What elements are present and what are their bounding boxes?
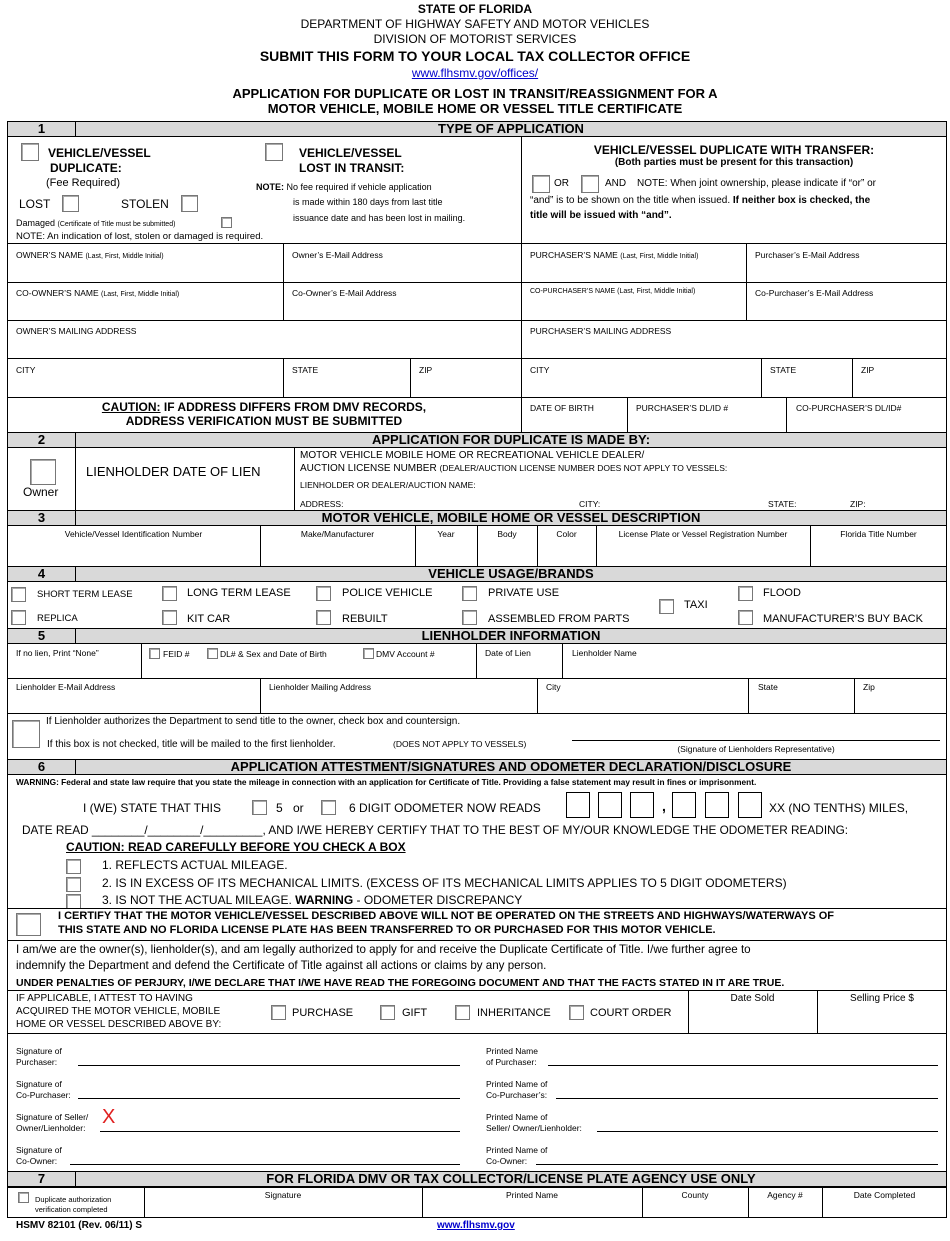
section-1-header <box>7 121 947 137</box>
printed-purchaser-label: Printed Name of Purchaser: <box>486 1046 538 1067</box>
fee-required: (Fee Required) <box>46 177 120 189</box>
transit-label-2: LOST IN TRANSIT: <box>299 161 405 175</box>
lost-label: LOST <box>19 197 51 211</box>
lienholder-authorize-checkbox[interactable] <box>12 720 40 748</box>
section-number: 4 <box>8 567 76 581</box>
transit-note-2: is made within 180 days from last title <box>293 197 443 207</box>
lienholder-address-label: Lienholder Mailing Address <box>269 682 372 692</box>
or-checkbox[interactable] <box>532 175 550 193</box>
option-1-text: 1. REFLECTS ACTUAL MILEAGE. <box>102 858 288 872</box>
short-lease-label: SHORT TERM LEASE <box>37 589 133 600</box>
purchaser-name-label: PURCHASER’S NAME (Last, First, Middle Initial) <box>530 250 699 260</box>
coowner-signature-line[interactable] <box>70 1164 460 1165</box>
form-division: DIVISION OF MOTORIST SERVICES <box>373 32 577 46</box>
state-that-label: I (WE) STATE THAT THIS <box>83 801 222 815</box>
seller-printed-line[interactable] <box>597 1131 938 1132</box>
duplicate-label-1: VEHICLE/VESSEL <box>48 146 151 160</box>
owner-city-label: CITY <box>16 365 36 375</box>
private-label: PRIVATE USE <box>488 587 560 599</box>
lienholder-zip-label: Zip <box>863 682 875 692</box>
six-label: 6 DIGIT ODOMETER NOW READS <box>349 801 541 815</box>
coowner-printed-line[interactable] <box>536 1164 938 1165</box>
section-title: VEHICLE USAGE/BRANDS <box>428 566 594 581</box>
section-7-header <box>7 1171 947 1187</box>
damaged-checkbox[interactable] <box>221 217 232 228</box>
form-dept: DEPARTMENT OF HIGHWAY SAFETY AND MOTOR VEHICLES <box>300 17 650 31</box>
flood-label: FLOOD <box>763 587 801 599</box>
copurchaser-name-label: CO-PURCHASER’S NAME (Last, First, Middle Initial) <box>530 288 696 295</box>
authorize-text: If Lienholder authorizes the Department to send title to the owner, check box and countersign. <box>46 716 461 727</box>
dmv-account-label: DMV Account # <box>376 649 435 659</box>
lienholder-state-label: State <box>758 682 778 692</box>
printed-copurchaser-label: Printed Name of Co-Purchaser’s: <box>486 1079 548 1100</box>
selling-price-label: Selling Price $ <box>850 993 914 1004</box>
long-lease-label: LONG TERM LEASE <box>187 587 291 599</box>
court-order-label: COURT ORDER <box>590 1007 672 1019</box>
lost-in-transit-checkbox[interactable] <box>265 143 283 161</box>
dealer-label-1: MOTOR VEHICLE MOBILE HOME OR RECREATIONAL VEHICLE DEALER/ <box>300 450 645 461</box>
printed-coowner-label: Printed Name of Co-Owner: <box>486 1145 548 1166</box>
date-sold-label: Date Sold <box>730 993 775 1004</box>
purchaser-zip-label: ZIP <box>861 365 875 375</box>
owner-made-by-label: Owner <box>23 485 59 499</box>
section-2-header <box>7 432 947 448</box>
sig-copurchaser-label: Signature of Co-Purchaser: <box>16 1079 71 1100</box>
purchaser-state-label: STATE <box>770 365 797 375</box>
private-checkbox[interactable] <box>462 586 477 601</box>
taxi-label: TAXI <box>684 599 708 611</box>
owners-text-2: indemnify the Department and defend the Certificate of Title against all actions or claims by any person. <box>16 959 547 972</box>
section-number: 1 <box>8 122 76 136</box>
joint-note-1: NOTE: When joint ownership, please indicate if “or” or <box>637 178 876 189</box>
odometer-warning: WARNING: Federal and state law require that you state the mileage in connection with an application for Certificate of Title. Providing a false statement may result in fines or imprisonment. <box>16 777 757 787</box>
make-label: Make/Manufacturer <box>300 529 375 539</box>
actual-mileage-checkbox[interactable] <box>66 859 81 874</box>
copurchaser-email-label: Co-Purchaser’s E-Mail Address <box>755 288 874 298</box>
assembled-checkbox[interactable] <box>462 610 477 625</box>
transit-note-3: issuance date and has been lost in mailing. <box>293 213 466 223</box>
section-number: 3 <box>8 511 76 525</box>
section-title: FOR FLORIDA DMV OR TAX COLLECTOR/LICENSE PLATE AGENCY USE ONLY <box>266 1171 756 1186</box>
sig-seller-label: Signature of Seller/ Owner/Lienholder: <box>16 1112 89 1133</box>
dup-auth-label: Duplicate authorization verification completed <box>35 1195 112 1214</box>
agency-signature-label: Signature <box>264 1190 302 1200</box>
seller-x-mark: X <box>102 1106 116 1128</box>
section-title: LIENHOLDER INFORMATION <box>421 628 601 643</box>
section-title: TYPE OF APPLICATION <box>438 121 584 136</box>
owner-state-label: STATE <box>292 365 319 375</box>
purchaser-city-label: CITY <box>530 365 550 375</box>
section-6-header <box>7 759 947 775</box>
purchaser-signature-line[interactable] <box>78 1065 460 1066</box>
owner-name-label: OWNER’S NAME (Last, First, Middle Initial) <box>16 250 164 260</box>
duplicate-checkbox[interactable] <box>21 143 39 161</box>
lienholder-signature-caption: (Signature of Lienholders Representative) <box>677 744 835 754</box>
body-label: Body <box>497 529 517 539</box>
dl-label: DL# & Sex and Date of Birth <box>220 649 327 659</box>
footer-link[interactable]: www.flhsmv.gov <box>437 1220 515 1231</box>
copurchaser-signature-line[interactable] <box>78 1098 460 1099</box>
buyback-label: MANUFACTURER’S BUY BACK <box>763 613 923 625</box>
section-number: 5 <box>8 629 76 643</box>
dob-label: DATE OF BIRTH <box>530 403 594 413</box>
purchaser-address-label: PURCHASER’S MAILING ADDRESS <box>530 326 672 336</box>
long-lease-checkbox[interactable] <box>162 586 177 601</box>
excess-limits-checkbox[interactable] <box>66 877 81 892</box>
form-submit-instruction: SUBMIT THIS FORM TO YOUR LOCAL TAX COLLECTOR OFFICE <box>259 48 691 64</box>
year-label: Year <box>437 529 455 539</box>
and-label: AND <box>605 178 627 189</box>
duplicate-label-2: DUPLICATE: <box>50 161 122 175</box>
caution-read: CAUTION: READ CAREFULLY BEFORE YOU CHECK A BOX <box>66 840 406 854</box>
attest-1: IF APPLICABLE, I ATTEST TO HAVING <box>16 993 193 1004</box>
odometer-digit-4[interactable] <box>672 792 696 818</box>
inheritance-checkbox[interactable] <box>455 1005 470 1020</box>
not-vessels-text: (DOES NOT APPLY TO VESSELS) <box>393 739 527 749</box>
not-checked-text: If this box is not checked, title will be mailed to the first lienholder. <box>47 739 336 750</box>
court-order-checkbox[interactable] <box>569 1005 584 1020</box>
purchaser-dl-label: PURCHASER’S DL/ID # <box>636 403 729 413</box>
section-3-header <box>7 510 947 526</box>
or-label: OR <box>554 178 569 189</box>
owners-text-1: I am/we are the owner(s), lienholder(s), and am legally authorized to apply for and receive the Duplicate Certificate of Title. I/we further agree to <box>16 943 751 956</box>
transit-label-1: VEHICLE/VESSEL <box>299 146 402 160</box>
odometer-digit-3[interactable] <box>630 792 654 818</box>
date-read-text: DATE READ ________/________/_________, AND I/WE HEREBY CERTIFY THAT TO THE BEST OF MY/OUR KNOWLEDGE THE ODOMETER READING: <box>22 823 849 837</box>
owner-email-label: Owner’s E-Mail Address <box>292 250 383 260</box>
s2-address-label: ADDRESS: <box>300 499 344 509</box>
sig-purchaser-label: Signature of Purchaser: <box>16 1046 62 1067</box>
xx-miles-label: XX (NO TENTHS) MILES, <box>769 801 909 815</box>
stolen-checkbox[interactable] <box>181 195 198 212</box>
police-label: POLICE VEHICLE <box>342 587 433 599</box>
lienholder-dealer-name-label: LIENHOLDER OR DEALER/AUCTION NAME: <box>300 480 476 490</box>
rebuilt-label: REBUILT <box>342 613 388 625</box>
date-completed-label: Date Completed <box>853 1190 916 1200</box>
title-number-label: Florida Title Number <box>840 529 917 539</box>
transfer-title: VEHICLE/VESSEL DUPLICATE WITH TRANSFER: <box>593 143 875 157</box>
lost-checkbox[interactable] <box>62 195 79 212</box>
assembled-label: ASSEMBLED FROM PARTS <box>488 613 630 625</box>
feid-checkbox[interactable] <box>149 648 160 659</box>
odometer-digit-2[interactable] <box>598 792 622 818</box>
not-actual-checkbox[interactable] <box>66 894 81 909</box>
section-5-header <box>7 628 947 644</box>
short-lease-checkbox[interactable] <box>11 587 26 602</box>
lienholder-city-label: City <box>546 682 561 692</box>
damaged-label: Damaged (Certificate of Title must be submitted) <box>16 218 176 228</box>
dl-checkbox[interactable] <box>207 648 218 659</box>
section-4-header <box>7 566 947 582</box>
certify-line-1: I CERTIFY THAT THE MOTOR VEHICLE/VESSEL DESCRIBED ABOVE WILL NOT BE OPERATED ON THE STREETS AND HIGHWAYS/WATERWAYS OF <box>58 910 834 922</box>
buyback-checkbox[interactable] <box>738 610 753 625</box>
lienholder-date-label: LIENHOLDER DATE OF LIEN <box>86 464 261 479</box>
not-operated-checkbox[interactable] <box>16 913 41 936</box>
taxi-checkbox[interactable] <box>659 599 674 614</box>
dmv-account-checkbox[interactable] <box>363 648 374 659</box>
kit-car-label: KIT CAR <box>187 613 231 625</box>
lienholder-signature-line[interactable] <box>572 740 940 741</box>
police-checkbox[interactable] <box>316 586 331 601</box>
address-caution-2: ADDRESS VERIFICATION MUST BE SUBMITTED <box>125 414 403 428</box>
lienholder-email-label: Lienholder E-Mail Address <box>16 682 116 692</box>
kit-car-checkbox[interactable] <box>162 610 177 625</box>
s2-zip-label: ZIP: <box>850 499 866 509</box>
copurchaser-dl-label: CO-PURCHASER’S DL/ID# <box>796 403 902 413</box>
date-of-lien-label: Date of Lien <box>485 648 531 658</box>
attest-3: HOME OR VESSEL DESCRIBED ABOVE BY: <box>16 1019 222 1030</box>
owner-address-label: OWNER’S MAILING ADDRESS <box>16 326 137 336</box>
note-required: NOTE: An indication of lost, stolen or damaged is required. <box>16 231 264 242</box>
perjury-text: UNDER PENALTIES OF PERJURY, I/WE DECLARE THAT I/WE HAVE READ THE FOREGOING DOCUMENT AND THAT THE FACTS STATED IN IT ARE TRUE. <box>16 977 785 989</box>
and-checkbox[interactable] <box>581 175 599 193</box>
option-3-text: 3. IS NOT THE ACTUAL MILEAGE. WARNING - ODOMETER DISCREPANCY <box>102 893 523 907</box>
plate-label: License Plate or Vessel Registration Number <box>618 529 788 539</box>
owner-made-by-checkbox[interactable] <box>30 459 56 485</box>
gift-label: GIFT <box>402 1007 428 1019</box>
odometer-digit-5[interactable] <box>705 792 729 818</box>
county-label: County <box>681 1190 709 1200</box>
form-title-line1: APPLICATION FOR DUPLICATE OR LOST IN TRANSIT/REASSIGNMENT FOR A <box>232 86 718 101</box>
transit-note-1: NOTE: No fee required if vehicle application <box>256 182 432 192</box>
inheritance-label: INHERITANCE <box>477 1007 551 1019</box>
form-state: STATE OF FLORIDA <box>417 2 533 16</box>
owner-zip-label: ZIP <box>419 365 433 375</box>
replica-label: REPLICA <box>37 613 78 624</box>
lienholder-name-label: Lienholder Name <box>572 648 637 658</box>
certify-line-2: THIS STATE AND NO FLORIDA LICENSE PLATE HAS BEEN TRANSFERRED TO OR PURCHASED FOR THIS MOTOR VEHICLE. <box>58 924 716 936</box>
section-number: 6 <box>8 760 76 774</box>
joint-note-3: title will be issued with “and”. <box>530 210 672 221</box>
agency-printed-label: Printed Name <box>506 1190 558 1200</box>
odometer-comma: , <box>662 798 666 814</box>
odometer-digit-1[interactable] <box>566 792 590 818</box>
address-caution: CAUTION: IF ADDRESS DIFFERS FROM DMV RECORDS, <box>101 400 427 414</box>
transfer-subtitle: (Both parties must be present for this transaction) <box>614 157 854 168</box>
form-title-line2: MOTOR VEHICLE, MOBILE HOME OR VESSEL TITLE CERTIFICATE <box>267 101 683 116</box>
purchase-label: PURCHASE <box>292 1007 354 1019</box>
purchaser-printed-line[interactable] <box>548 1065 938 1066</box>
replica-checkbox[interactable] <box>11 610 26 625</box>
section-title: MOTOR VEHICLE, MOBILE HOME OR VESSEL DESCRIPTION <box>321 510 701 525</box>
s2-state-label: STATE: <box>768 499 797 509</box>
option-2-text: 2. IS IN EXCESS OF ITS MECHANICAL LIMITS. (EXCESS OF ITS MECHANICAL LIMITS APPLIES TO 5 DIGIT ODOMETERS) <box>102 876 787 890</box>
offices-link[interactable]: www.flhsmv.gov/offices/ <box>411 66 539 80</box>
attest-2: ACQUIRED THE MOTOR VEHICLE, MOBILE <box>16 1006 221 1017</box>
feid-label: FEID # <box>163 649 190 659</box>
sig-coowner-label: Signature of Co-Owner: <box>16 1145 62 1166</box>
coowner-email-label: Co-Owner’s E-Mail Address <box>292 288 397 298</box>
coowner-name-label: CO-OWNER’S NAME (Last, First, Middle Initial) <box>16 288 180 298</box>
six-digit-checkbox[interactable] <box>321 800 336 815</box>
gift-checkbox[interactable] <box>380 1005 395 1020</box>
joint-note-2: “and” is to be shown on the title when issued. If neither box is checked, the <box>530 195 871 206</box>
dealer-label-2: AUCTION LICENSE NUMBER (DEALER/AUCTION LICENSE NUMBER DOES NOT APPLY TO VESSELS: <box>300 463 728 474</box>
purchaser-email-label: Purchaser’s E-Mail Address <box>755 250 860 260</box>
purchase-checkbox[interactable] <box>271 1005 286 1020</box>
seller-signature-line[interactable] <box>100 1131 460 1132</box>
printed-seller-label: Printed Name of Seller/ Owner/Lienholder: <box>486 1112 582 1133</box>
flood-checkbox[interactable] <box>738 586 753 601</box>
no-lien-label: If no lien, Print “None” <box>16 648 99 658</box>
dup-auth-checkbox[interactable] <box>18 1192 29 1203</box>
or-odometer-label: or <box>293 801 304 815</box>
form-number: HSMV 82101 (Rev. 06/11) S <box>16 1220 142 1231</box>
s2-city-label: CITY: <box>579 499 601 509</box>
stolen-label: STOLEN <box>121 197 169 211</box>
section-title: APPLICATION ATTESTMENT/SIGNATURES AND ODOMETER DECLARATION/DISCLOSURE <box>230 759 792 774</box>
odometer-digit-6[interactable] <box>738 792 762 818</box>
agency-number-label: Agency # <box>767 1190 803 1200</box>
five-digit-checkbox[interactable] <box>252 800 267 815</box>
copurchaser-printed-line[interactable] <box>556 1098 938 1099</box>
color-label: Color <box>556 529 577 539</box>
five-label: 5 <box>276 801 283 815</box>
vin-label: Vehicle/Vessel Identification Number <box>64 529 203 539</box>
section-number: 2 <box>8 433 76 447</box>
section-title: APPLICATION FOR DUPLICATE IS MADE BY: <box>371 432 651 447</box>
section-number: 7 <box>8 1172 76 1186</box>
rebuilt-checkbox[interactable] <box>316 610 331 625</box>
